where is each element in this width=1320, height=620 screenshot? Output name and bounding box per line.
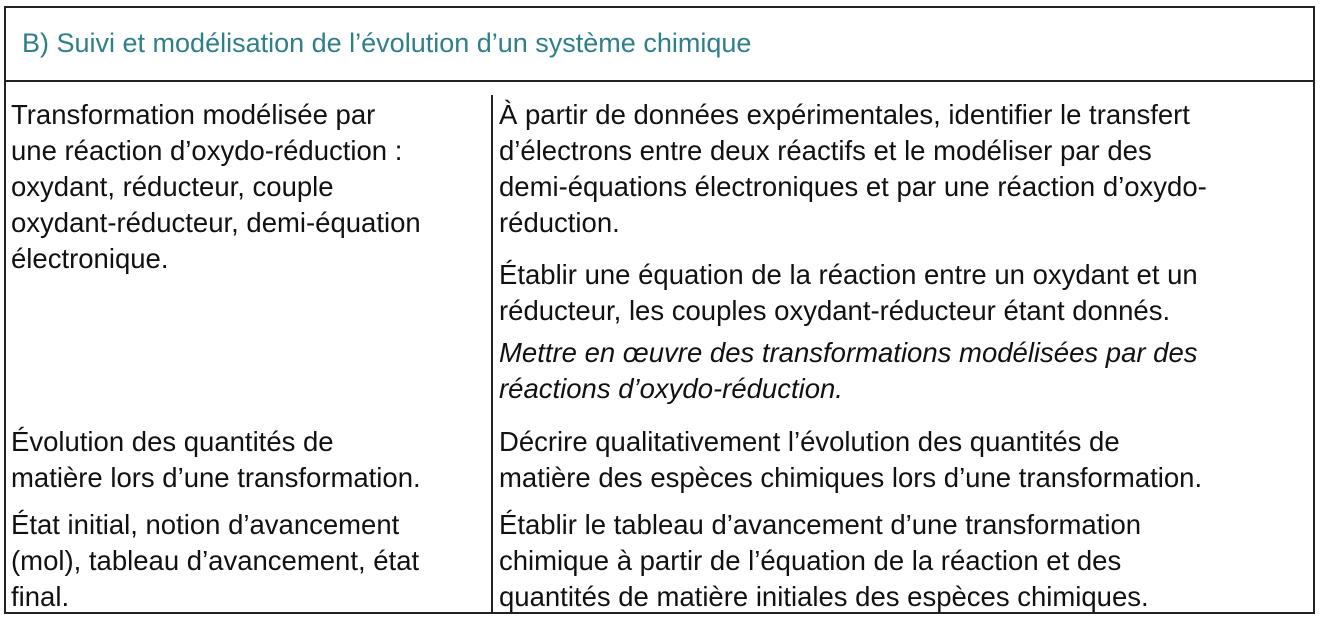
competency-table [4, 6, 1315, 614]
capacity-line: quantités de matière initiales des espèces chimiques. [499, 581, 1149, 612]
section-title: B) Suivi et modélisation de l’évolution d’un système chimique [22, 28, 752, 58]
capacity-cell-oxydo-reduction-3 [499, 335, 1198, 407]
capacity-line: réduction. [499, 207, 620, 238]
capacity-line: matière des espèces chimiques lors d’une transformation. [499, 462, 1203, 493]
capacity-line: chimique à partir de l’équation de la réaction et des [499, 545, 1122, 576]
capacity-line: Établir le tableau d’avancement d’une transformation [499, 509, 1142, 540]
notion-line: Évolution des quantités de [11, 426, 334, 457]
capacity-cell-oxydo-reduction-1 [499, 97, 1207, 241]
capacity-line: Établir une équation de la réaction entre un oxydant et un [499, 259, 1198, 290]
notion-line: électronique. [11, 243, 169, 274]
capacity-cell-avancement [499, 507, 1149, 615]
notion-line: final. [11, 581, 70, 612]
notion-cell-avancement [11, 507, 419, 615]
notion-cell-evolution [11, 424, 421, 496]
capacity-line: réducteur, les couples oxydant-réducteur étant donnés. [499, 295, 1171, 326]
notion-line: (mol), tableau d’avancement, état [11, 545, 420, 576]
notion-line: oxydant, réducteur, couple [11, 171, 334, 202]
section-header [6, 8, 1313, 82]
column-divider [491, 95, 493, 612]
capacity-line: Mettre en œuvre des transformations modélisées par des [499, 337, 1198, 368]
capacity-line: d’électrons entre deux réactifs et le modéliser par des [499, 135, 1152, 166]
capacity-cell-evolution [499, 424, 1202, 496]
notion-line: Transformation modélisée par [11, 99, 376, 130]
notion-line: une réaction d’oxydo-réduction : [11, 135, 403, 166]
notion-line: oxydant-réducteur, demi-équation [11, 207, 421, 238]
capacity-line: réactions d’oxydo-réduction. [499, 373, 843, 404]
capacity-line: Décrire qualitativement l’évolution des quantités de [499, 426, 1120, 457]
notion-line: État initial, notion d’avancement [11, 509, 400, 540]
capacity-line: demi-équations électroniques et par une réaction d’oxydo- [499, 171, 1207, 202]
capacity-line: À partir de données expérimentales, identifier le transfert [499, 99, 1190, 130]
capacity-cell-oxydo-reduction-2 [499, 257, 1198, 329]
notion-cell-oxydo-reduction [11, 97, 421, 277]
notion-line: matière lors d’une transformation. [11, 462, 421, 493]
